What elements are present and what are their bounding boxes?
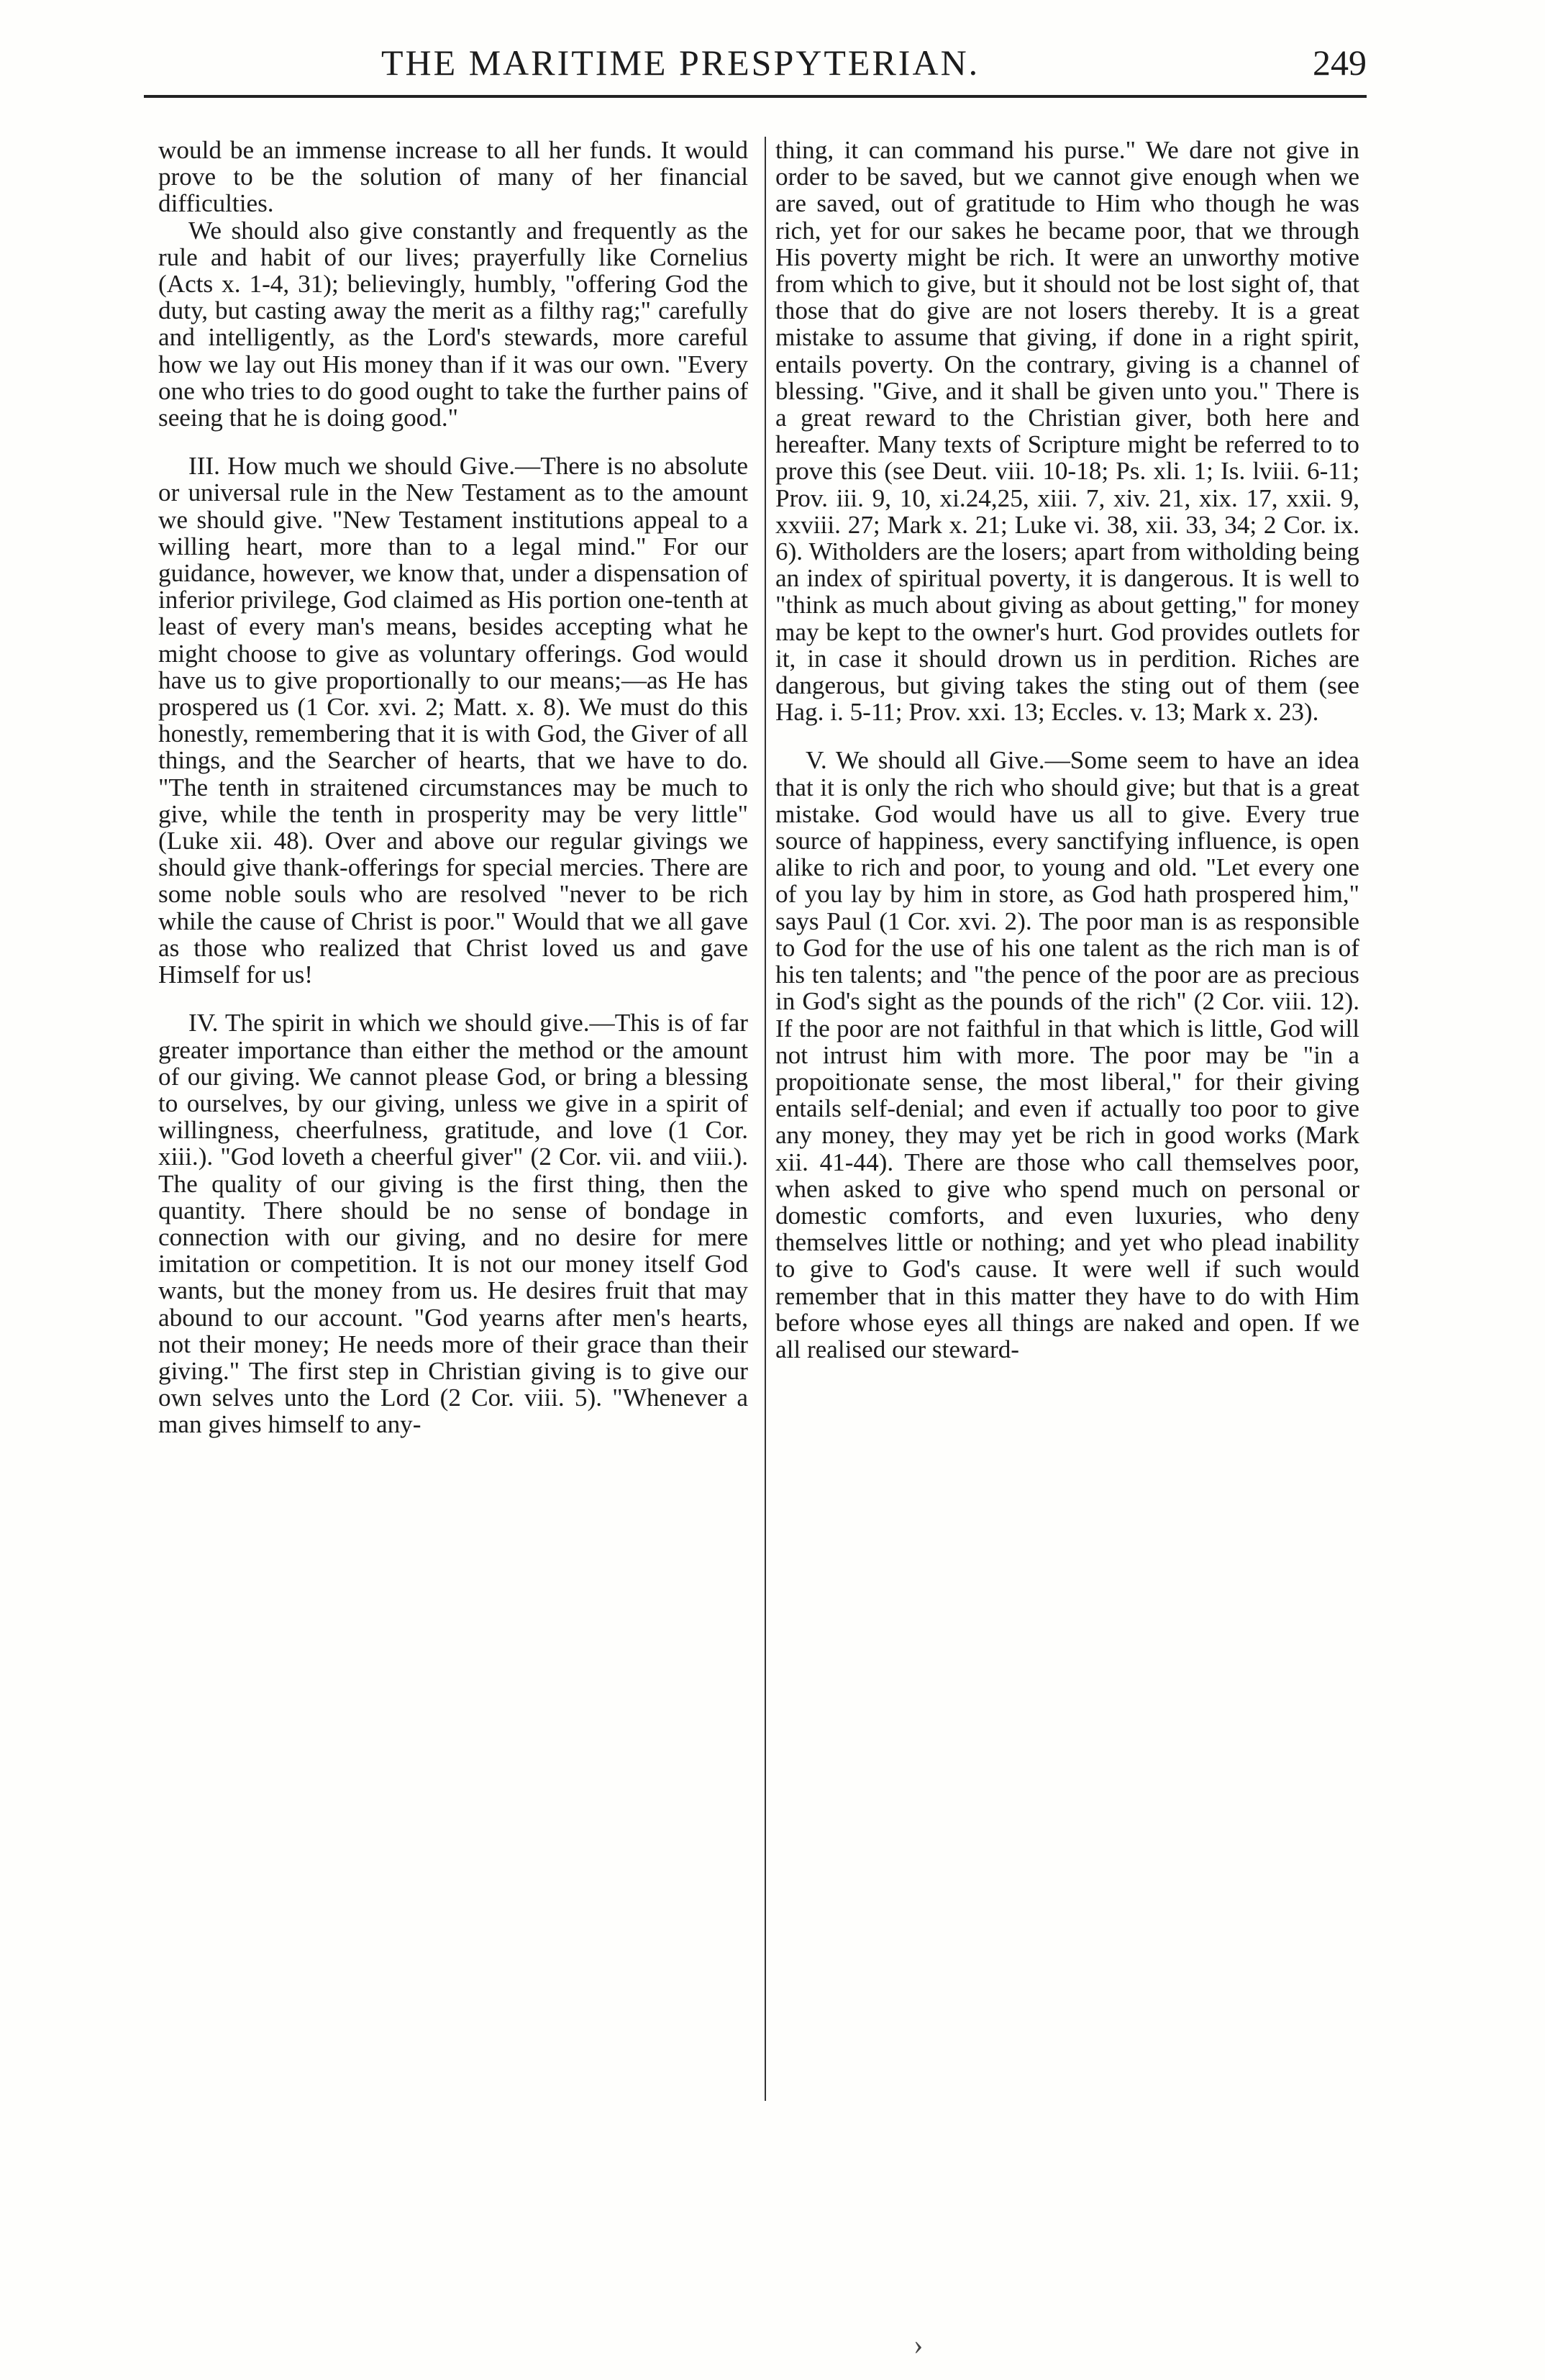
column-divider: [765, 137, 766, 2101]
scan-mark: ›: [913, 2328, 924, 2361]
right-column: [775, 137, 1359, 1363]
section-iv-spirit: IV. The spirit in which we should give.—This is of far greater importance than either the method or the amount of our giving. We cannot please God, or bring a blessing to ourselves, by our giving, unless we give in a spirit of willingness, cheerfulness, gratitude, and love (1 Cor. xiii.). "God loveth a cheerful giver" (2 Cor. vii. and viii.). The quality of our giving is the first thing, then the quantity. There should be no sense of bondage in connection with our giving, and no desire for mere imitation or competition. It is not our money itself God wants, but the money from us. He desires fruit that may abound to our account. "God yearns after men's hearts, not their money; He needs more of their grace than their giving." The first step in Christian giving is to give our own selves unto the Lord (2 Cor. viii. 5). "Whenever a man gives himself to any-: [158, 1009, 748, 1439]
journal-title: THE MARITIME PRESPYTERIAN.: [381, 42, 980, 83]
running-header: [144, 42, 1367, 92]
paragraph-funds: would be an immense increase to all her funds. It would prove to be the solution of many of her financial difficulties.: [158, 136, 748, 218]
header-rule: [144, 95, 1367, 98]
section-iii-how-much: III. How much we should Give.—There is no absolute or universal rule in the New Testament as to the amount we should give. "New Testament institutions appeal to a willing heart, more than to a legal mind." For our guidance, however, we know that, under a dispensation of inferior privilege, God claimed as His portion one-tenth at least of every man's means, besides accepting what he might choose to give as voluntary offerings. God would have us to give proportionally to our means;—as He has prospered us (1 Cor. xvi. 2; Matt. x. 8). We must do this honestly, remembering that it is with God, the Giver of all things, and the Searcher of hearts, that we have to do. "The tenth in straitened circumstances may be much to give, while the tenth in prosperity may be very little" (Luke xii. 48). Over and above our regular givings we should give thank-offerings for special mercies. There are some noble souls who are resolved "never to be rich while the cause of Christ is poor." Would that we all gave as those who realized that Christ loved us and gave Himself for us!: [158, 452, 748, 989]
paragraph-constantly: We should also give constantly and frequently as the rule and habit of our lives; prayerfully like Cornelius (Acts x. 1-4, 31); believingly, humbly, "offering God the duty, but casting away the merit as a filthy rag;" carefully and intelligently, as the Lord's stewards, more careful how we lay out His money than if it was our own. "Every one who tries to do good ought to take the further pains of seeing that he is doing good.": [158, 216, 748, 432]
left-column: [158, 137, 748, 1438]
section-v-all-give: V. We should all Give.—Some seem to have an idea that it is only the rich who should give; but that is a great mistake. God would have us all to give. Every true source of happiness, every sanctifying influence, is open alike to rich and poor, to young and old. "Let every one of you lay by him in store, as God hath prospered him," says Paul (1 Cor. xvi. 2). The poor man is as responsible to God for the use of his one talent as the rich man is of his ten talents; and "the pence of the poor are as precious in God's sight as the pounds of the rich" (2 Cor. viii. 12). If the poor are not faithful in that which is little, God will not intrust him with more. The poor may be "in a propoitionate sense, the most liberal," for their giving entails self-denial; and even if actually too poor to give any money, they may yet be rich in good works (Mark xii. 41-44). There are those who call themselves poor, when asked to give who spend much on personal or domestic comforts, and even luxuries, who deny themselves little or nothing; and yet who plead inability to give to God's cause. It were well if such would remember that in this matter they have to do with Him before whose eyes all things are naked and open. If we all realised our steward-: [775, 746, 1359, 1363]
page-number: 249: [1313, 42, 1367, 83]
paragraph-purse: thing, it can command his purse." We dare not give in order to be saved, but we cannot give enough when we are saved, out of gratitude to Him who though he was rich, yet for our sakes he became poor, that we through His poverty might be rich. It were an unworthy motive from which to give, but it should not be lost sight of, that those that do give are not losers thereby. It is a great mistake to assume that giving, if done in a right spirit, entails poverty. On the contrary, giving is a channel of blessing. "Give, and it shall be given unto you." There is a great reward to the Christian giver, both here and hereafter. Many texts of Scripture might be referred to to prove this (see Deut. viii. 10-18; Ps. xli. 1; Is. lviii. 6-11; Prov. iii. 9, 10, xi.24,25, xiii. 7, xiv. 21, xix. 17, xxii. 9, xxviii. 27; Mark x. 21; Luke vi. 38, xii. 33, 34; 2 Cor. ix. 6). Witholders are the losers; apart from witholding being an index of spiritual poverty, it is dangerous. It is well to "think as much about giving as about getting," for money may be kept to the owner's hurt. God provides outlets for it, in case it should drown us in perdition. Riches are dangerous, but giving takes the sting out of them (see Hag. i. 5-11; Prov. xxi. 13; Eccles. v. 13; Mark x. 23).: [775, 136, 1359, 727]
